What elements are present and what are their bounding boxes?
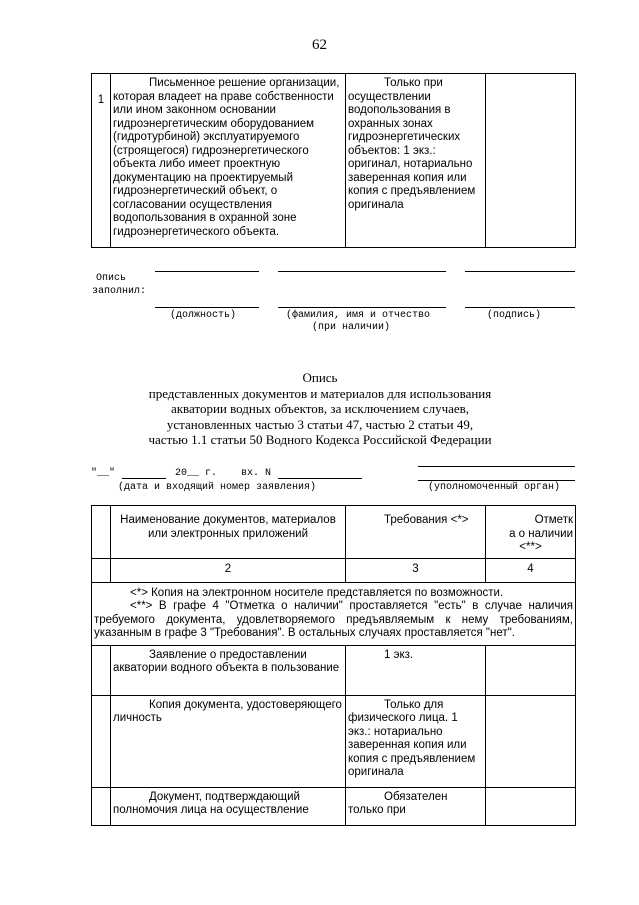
page-number: 62 — [312, 37, 327, 53]
document-name-cell: Письменное решение организации, которая владеет на праве собственности или ином законном основании гидроэнергетическим оборудованием (гидротурбиной) эксплуатируемого (строящегося) гидроэнергетического объекта либо имеет проектную документацию на проектируемый гидроэнергетический объект, о согласовании осуществления водопользования в охранной зоне гидроэнергетического объекта. — [111, 74, 346, 248]
head-name: Наименование документов, материалов или электронных приложений — [111, 506, 346, 559]
row-mark — [486, 695, 576, 787]
date-underline-month — [122, 478, 166, 479]
org-line-1 — [418, 466, 575, 467]
title-line-5: частью 1.1 статьи 50 Водного Кодекса Российской Федерации — [148, 432, 492, 447]
col-num-4: 4 — [486, 558, 576, 582]
table-row — [92, 645, 576, 695]
row-req: Только для физического лица. 1 экз.: нотариально заверенная копия или копия с предъявлением оригинала — [346, 695, 486, 787]
signature-line-sign — [465, 271, 575, 272]
head-mark-line-3: <**> — [519, 541, 542, 553]
mark-cell — [486, 74, 576, 248]
head-number-cell — [92, 506, 111, 559]
footnote-1: <*> Копия на электронном носителе представляется по возможности. — [130, 586, 504, 599]
title-line-3: акватории водных объектов, за исключением случаев, — [170, 401, 470, 416]
signature-label-1: Опись — [96, 273, 127, 284]
row-mark — [486, 787, 576, 825]
signature-line-position — [155, 271, 259, 272]
head-mark-line-2: а о наличии — [509, 527, 573, 540]
row-name: Документ, подтверждающий полномочия лица на осуществление — [111, 787, 346, 825]
signature-label-2: заполнил: — [92, 286, 147, 297]
row-name: Заявление о предоставлении акватории водного объекта в пользование — [111, 645, 346, 695]
date-underline-number — [278, 478, 362, 479]
row-req: Обязателен только при — [346, 787, 486, 825]
head-mark — [486, 506, 576, 559]
signature-line-fio-2 — [278, 307, 446, 308]
top-table — [91, 73, 576, 248]
title-line-4: установленных частью 3 статьи 47, частью 2 статьи 49, — [166, 416, 474, 432]
caption-position: (должность) — [170, 310, 237, 321]
caption-fio: (фамилия, имя и отчество — [286, 310, 431, 321]
main-table — [91, 505, 576, 826]
title-line-1: Опись — [302, 370, 338, 385]
requirement-cell: Только при осуществлении водопользования в охранных зонах гидроэнергетических объектов: 1 экз.: оригинал, нотариально заверенная копия или копия с предъявлением оригинала — [346, 74, 486, 248]
table-row — [92, 787, 576, 825]
signature-line-sign-2 — [465, 307, 575, 308]
row-mark — [486, 645, 576, 695]
col-num-3: 3 — [346, 558, 486, 582]
row-number: 1 — [92, 74, 111, 248]
footnotes — [92, 582, 576, 645]
signature-line-position-2 — [155, 307, 259, 308]
row-number-cell — [92, 645, 111, 695]
row-number-cell — [92, 695, 111, 787]
footnote-2: <**> В графе 4 "Отметка о наличии" проставляется "есть" в случае наличия требуемого документа, удовлетворяемого предъявляемым к нему требованиям, указанным в графе 3 "Требования". В остальных случаях проставляется "нет". — [94, 600, 573, 639]
table-row — [92, 695, 576, 787]
org-caption: (уполномоченный орган) — [428, 482, 561, 493]
signature-line-fio — [278, 271, 446, 272]
date-caption: (дата и входящий номер заявления) — [118, 482, 317, 493]
row-req: 1 экз. — [346, 645, 486, 695]
head-mark-line-1: Отметк — [534, 514, 573, 526]
caption-fio-2: (при наличии) — [312, 322, 391, 333]
col-num-cell-1 — [92, 558, 111, 582]
head-req: Требования <*> — [346, 506, 486, 559]
row-number-cell — [92, 787, 111, 825]
caption-sign: (подпись) — [487, 310, 542, 321]
date-line: "__" 20__ г. вх. N — [91, 468, 272, 479]
org-line-2 — [418, 480, 575, 481]
document-title — [100, 370, 540, 448]
title-line-2: представленных документов и материалов для использования — [148, 385, 492, 401]
col-num-2: 2 — [111, 558, 346, 582]
row-name: Копия документа, удостоверяющего личность — [111, 695, 346, 787]
